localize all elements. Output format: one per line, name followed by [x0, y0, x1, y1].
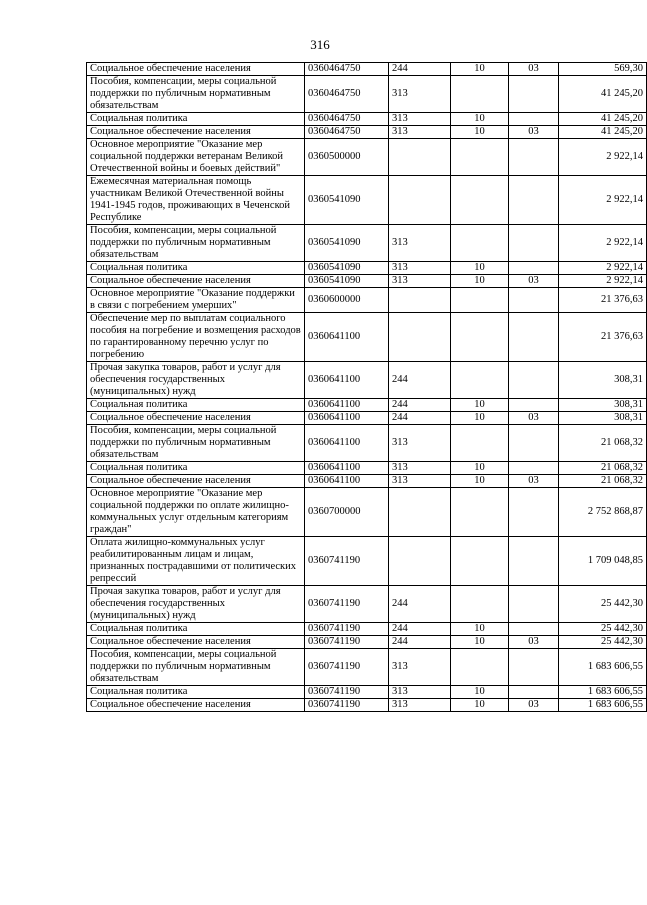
cell-section [451, 537, 509, 586]
cell-subsection [509, 399, 559, 412]
cell-target-article: 0360464750 [305, 63, 389, 76]
table-row [87, 425, 647, 462]
table-row [87, 586, 647, 623]
table-row [87, 275, 647, 288]
cell-subsection: 03 [509, 412, 559, 425]
cell-section [451, 225, 509, 262]
table-row [87, 623, 647, 636]
cell-target-article: 0360641100 [305, 425, 389, 462]
cell-amount: 1 709 048,85 [559, 537, 647, 586]
cell-target-article: 0360600000 [305, 288, 389, 313]
cell-expense-name: Социальное обеспечение населения [87, 126, 305, 139]
cell-section [451, 362, 509, 399]
cell-expense-type: 244 [389, 636, 451, 649]
cell-amount: 1 683 606,55 [559, 699, 647, 712]
cell-subsection [509, 623, 559, 636]
cell-amount: 21 068,32 [559, 475, 647, 488]
cell-subsection: 03 [509, 636, 559, 649]
table-row [87, 262, 647, 275]
table-row [87, 537, 647, 586]
cell-target-article: 0360641100 [305, 313, 389, 362]
cell-expense-type: 244 [389, 63, 451, 76]
cell-expense-name: Оплата жилищно-коммунальных услуг реабилитированным лицам и лицам, признанных пострадавшими от политических репрессий [87, 537, 305, 586]
table-row [87, 686, 647, 699]
cell-amount: 2 922,14 [559, 275, 647, 288]
cell-section: 10 [451, 412, 509, 425]
cell-expense-type [389, 488, 451, 537]
cell-section: 10 [451, 63, 509, 76]
cell-expense-type: 313 [389, 225, 451, 262]
cell-target-article: 0360700000 [305, 488, 389, 537]
cell-expense-name: Социальная политика [87, 462, 305, 475]
cell-expense-name: Социальная политика [87, 623, 305, 636]
table-row [87, 288, 647, 313]
cell-section: 10 [451, 399, 509, 412]
cell-expense-type: 244 [389, 623, 451, 636]
budget-table [86, 62, 647, 712]
cell-expense-name: Основное мероприятие "Оказание поддержки в связи с погребением умерших" [87, 288, 305, 313]
cell-subsection [509, 176, 559, 225]
cell-expense-type: 244 [389, 412, 451, 425]
cell-section [451, 176, 509, 225]
cell-amount: 25 442,30 [559, 623, 647, 636]
cell-target-article: 0360500000 [305, 139, 389, 176]
cell-amount: 569,30 [559, 63, 647, 76]
table-row [87, 362, 647, 399]
table-row [87, 636, 647, 649]
cell-expense-type: 313 [389, 275, 451, 288]
cell-expense-name: Социальное обеспечение населения [87, 699, 305, 712]
cell-expense-type: 313 [389, 475, 451, 488]
cell-section: 10 [451, 475, 509, 488]
cell-expense-name: Социальная политика [87, 262, 305, 275]
cell-subsection [509, 537, 559, 586]
table-row [87, 412, 647, 425]
cell-expense-name: Прочая закупка товаров, работ и услуг для обеспечения государственных (муниципальных) нужд [87, 362, 305, 399]
cell-target-article: 0360541090 [305, 262, 389, 275]
cell-subsection [509, 139, 559, 176]
cell-subsection [509, 362, 559, 399]
table-row [87, 649, 647, 686]
cell-target-article: 0360641100 [305, 412, 389, 425]
cell-amount: 21 068,32 [559, 425, 647, 462]
cell-expense-name: Социальное обеспечение населения [87, 412, 305, 425]
table-row [87, 225, 647, 262]
cell-target-article: 0360641100 [305, 399, 389, 412]
table-row [87, 139, 647, 176]
cell-subsection: 03 [509, 275, 559, 288]
cell-target-article: 0360741190 [305, 586, 389, 623]
cell-amount: 2 922,14 [559, 262, 647, 275]
cell-subsection [509, 113, 559, 126]
cell-amount: 41 245,20 [559, 126, 647, 139]
cell-section: 10 [451, 699, 509, 712]
table-row [87, 176, 647, 225]
cell-amount: 25 442,30 [559, 586, 647, 623]
cell-subsection [509, 76, 559, 113]
cell-expense-type: 313 [389, 126, 451, 139]
cell-expense-name: Социальное обеспечение населения [87, 63, 305, 76]
page-number: 316 [310, 37, 330, 52]
cell-amount: 2 922,14 [559, 225, 647, 262]
table-row [87, 113, 647, 126]
cell-expense-type: 313 [389, 76, 451, 113]
cell-target-article: 0360541090 [305, 176, 389, 225]
cell-subsection [509, 262, 559, 275]
cell-subsection [509, 488, 559, 537]
cell-target-article: 0360741190 [305, 623, 389, 636]
cell-target-article: 0360741190 [305, 636, 389, 649]
cell-section [451, 76, 509, 113]
cell-target-article: 0360541090 [305, 275, 389, 288]
cell-target-article: 0360641100 [305, 362, 389, 399]
cell-section [451, 586, 509, 623]
table-row [87, 76, 647, 113]
cell-section [451, 313, 509, 362]
cell-subsection [509, 313, 559, 362]
cell-subsection: 03 [509, 63, 559, 76]
cell-amount: 308,31 [559, 412, 647, 425]
cell-expense-name: Социальное обеспечение населения [87, 275, 305, 288]
cell-expense-type: 313 [389, 262, 451, 275]
cell-expense-type: 244 [389, 399, 451, 412]
cell-target-article: 0360641100 [305, 475, 389, 488]
cell-target-article: 0360741190 [305, 537, 389, 586]
table-row [87, 488, 647, 537]
cell-expense-name: Прочая закупка товаров, работ и услуг для обеспечения государственных (муниципальных) нужд [87, 586, 305, 623]
cell-expense-type [389, 288, 451, 313]
cell-target-article: 0360464750 [305, 76, 389, 113]
cell-target-article: 0360464750 [305, 126, 389, 139]
cell-expense-type: 313 [389, 699, 451, 712]
cell-expense-name: Пособия, компенсации, меры социальной поддержки по публичным нормативным обязательствам [87, 225, 305, 262]
cell-subsection [509, 425, 559, 462]
cell-expense-type: 313 [389, 113, 451, 126]
cell-section: 10 [451, 113, 509, 126]
cell-section: 10 [451, 275, 509, 288]
cell-subsection: 03 [509, 475, 559, 488]
cell-expense-type [389, 176, 451, 225]
cell-amount: 25 442,30 [559, 636, 647, 649]
cell-subsection [509, 288, 559, 313]
cell-subsection: 03 [509, 126, 559, 139]
cell-expense-type: 244 [389, 362, 451, 399]
cell-subsection [509, 586, 559, 623]
cell-amount: 308,31 [559, 399, 647, 412]
cell-section [451, 139, 509, 176]
cell-target-article: 0360741190 [305, 699, 389, 712]
cell-expense-type [389, 313, 451, 362]
cell-expense-name: Пособия, компенсации, меры социальной поддержки по публичным нормативным обязательствам [87, 76, 305, 113]
cell-amount: 21 376,63 [559, 313, 647, 362]
cell-section: 10 [451, 262, 509, 275]
cell-target-article: 0360641100 [305, 462, 389, 475]
cell-expense-type: 313 [389, 686, 451, 699]
table-row [87, 462, 647, 475]
cell-expense-type [389, 139, 451, 176]
cell-section: 10 [451, 126, 509, 139]
cell-section [451, 488, 509, 537]
cell-expense-name: Пособия, компенсации, меры социальной поддержки по публичным нормативным обязательствам [87, 649, 305, 686]
cell-section: 10 [451, 462, 509, 475]
cell-target-article: 0360464750 [305, 113, 389, 126]
cell-expense-type: 313 [389, 649, 451, 686]
cell-section: 10 [451, 636, 509, 649]
cell-section: 10 [451, 623, 509, 636]
cell-amount: 308,31 [559, 362, 647, 399]
cell-subsection [509, 225, 559, 262]
cell-expense-name: Социальное обеспечение населения [87, 636, 305, 649]
cell-target-article: 0360741190 [305, 649, 389, 686]
cell-expense-type [389, 537, 451, 586]
cell-target-article: 0360541090 [305, 225, 389, 262]
cell-expense-name: Социальная политика [87, 686, 305, 699]
cell-expense-type: 244 [389, 586, 451, 623]
cell-subsection [509, 649, 559, 686]
cell-expense-name: Обеспечение мер по выплатам социального пособия на погребение и возмещения расходов по гарантированному перечню услуг по погребению [87, 313, 305, 362]
cell-amount: 21 068,32 [559, 462, 647, 475]
cell-amount: 41 245,20 [559, 113, 647, 126]
cell-section: 10 [451, 686, 509, 699]
cell-expense-name: Основное мероприятие "Оказание мер социальной поддержки по оплате жилищно-коммунальных услуг отдельным категориям граждан" [87, 488, 305, 537]
cell-expense-name: Социальная политика [87, 399, 305, 412]
table-row [87, 699, 647, 712]
cell-expense-name: Социальная политика [87, 113, 305, 126]
table-row [87, 63, 647, 76]
table-row [87, 399, 647, 412]
cell-subsection: 03 [509, 699, 559, 712]
cell-amount: 21 376,63 [559, 288, 647, 313]
cell-section [451, 425, 509, 462]
cell-amount: 2 922,14 [559, 139, 647, 176]
cell-expense-name: Пособия, компенсации, меры социальной поддержки по публичным нормативным обязательствам [87, 425, 305, 462]
cell-expense-name: Основное мероприятие "Оказание мер социальной поддержки ветеранам Великой Отечественной войны и боевых действий" [87, 139, 305, 176]
cell-section [451, 649, 509, 686]
cell-amount: 41 245,20 [559, 76, 647, 113]
budget-table-body [87, 63, 647, 712]
cell-expense-type: 313 [389, 425, 451, 462]
table-row [87, 126, 647, 139]
cell-amount: 1 683 606,55 [559, 686, 647, 699]
table-row [87, 313, 647, 362]
cell-subsection [509, 462, 559, 475]
cell-expense-type: 313 [389, 462, 451, 475]
cell-target-article: 0360741190 [305, 686, 389, 699]
cell-subsection [509, 686, 559, 699]
table-row [87, 475, 647, 488]
cell-expense-name: Социальное обеспечение населения [87, 475, 305, 488]
cell-expense-name: Ежемесячная материальная помощь участникам Великой Отечественной войны 1941-1945 годов, проживающих в Чеченской Республике [87, 176, 305, 225]
cell-amount: 1 683 606,55 [559, 649, 647, 686]
cell-section [451, 288, 509, 313]
cell-amount: 2 752 868,87 [559, 488, 647, 537]
cell-amount: 2 922,14 [559, 176, 647, 225]
